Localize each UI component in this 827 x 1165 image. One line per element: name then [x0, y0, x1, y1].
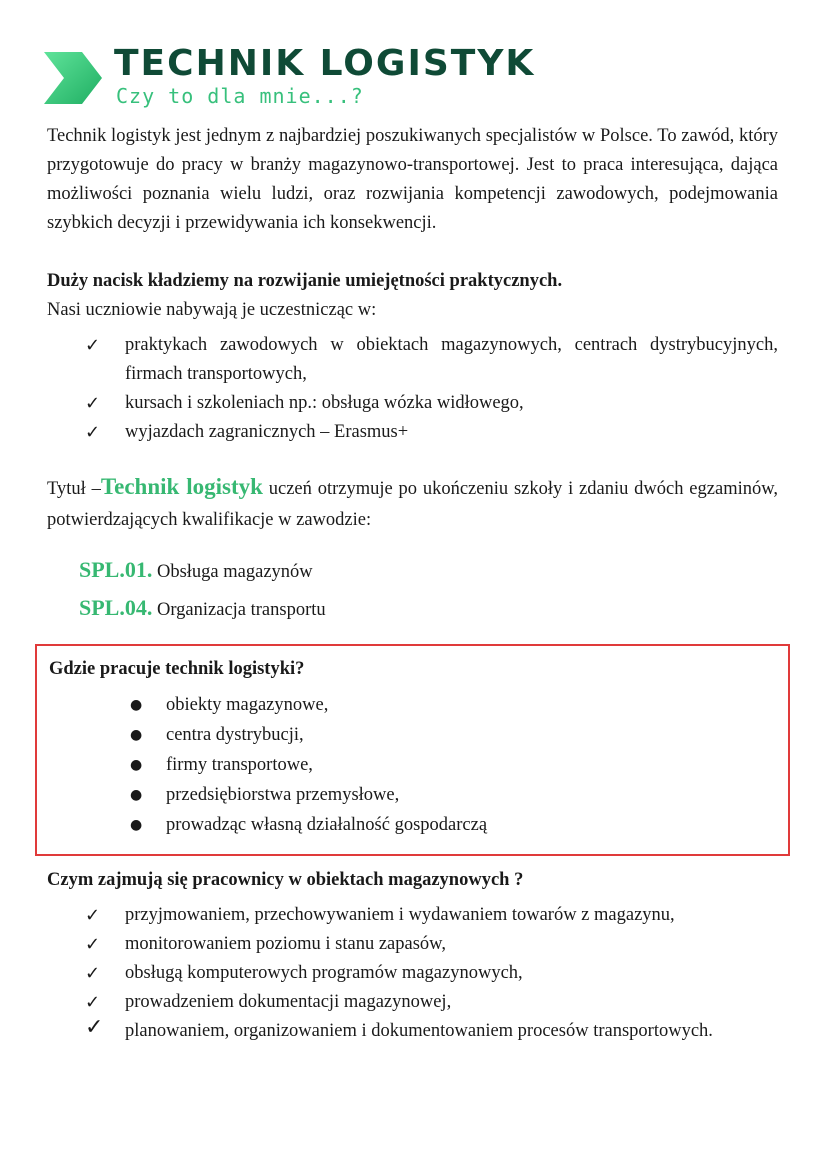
list-item: ✓ prowadzeniem dokumentacji magazynowej,	[47, 988, 778, 1017]
qualification-item: SPL.01. Obsługa magazynów	[79, 557, 313, 582]
bullet-icon: ●	[130, 757, 143, 773]
list-item: ● centra dystrybucji,	[49, 720, 776, 750]
practice-heading: Duży nacisk kładziemy na rozwijanie umiejętności praktycznych.	[47, 271, 563, 291]
checkmark-icon: ✓	[85, 1015, 104, 1040]
checkmark-icon: ✓	[85, 963, 101, 984]
list-item: ● firmy transportowe,	[49, 750, 776, 780]
workplaces-heading: Gdzie pracuje technik logistyki?	[49, 659, 305, 679]
page-subtitle: Czy to dla mnie...?	[116, 84, 364, 108]
checkmark-icon: ✓	[85, 422, 101, 443]
list-item: ✓ przyjmowaniem, przechowywaniem i wydawaniem towarów z magazynu,	[47, 901, 778, 930]
title-highlight: Technik logistyk	[100, 474, 263, 499]
bullet-icon: ●	[130, 787, 143, 803]
chevron-arrow-icon	[44, 50, 104, 106]
practice-list	[47, 331, 778, 447]
checkmark-icon: ✓	[85, 934, 101, 955]
duties-list	[47, 901, 778, 1046]
title-paragraph: Tytuł –Technik logistyk uczeń otrzymuje po ukończeniu szkoły i zdaniu dwóch egzaminów, potwierdzających kwalifikacje w zawodzie:	[47, 474, 779, 530]
bullet-icon: ●	[130, 817, 143, 833]
page-title: TECHNIK LOGISTYK	[114, 43, 536, 84]
list-item: ● prowadząc własną działalność gospodarczą	[49, 810, 776, 840]
list-item: ● przedsiębiorstwa przemysłowe,	[49, 780, 776, 810]
bullet-icon: ●	[130, 727, 143, 743]
list-item: ● obiekty magazynowe,	[49, 690, 776, 720]
duties-heading: Czym zajmują się pracownicy w obiektach magazynowych ?	[47, 870, 524, 890]
list-item: ✓ praktykach zawodowych w obiektach magazynowych, centrach dystrybucyjnych, firmach transportowych,	[47, 331, 778, 389]
intro-paragraph: Technik logistyk jest jednym z najbardziej poszukiwanych specjalistów w Polsce. To zawód, który przygotowuje do pracy w branży magazynowo-transportowej. Jest to praca interesująca, dająca możliwości poznania wielu ludzi, oraz rozwijania kompetencji zawodowych, podejmowania szybkich decyzji i przewidywania ich konsekwencji.	[47, 126, 778, 233]
practice-lead: Nasi uczniowie nabywają je uczestnicząc w:	[47, 300, 377, 320]
workplaces-box	[35, 644, 790, 856]
checkmark-icon: ✓	[85, 335, 101, 356]
list-item: ✓ planowaniem, organizowaniem i dokumentowaniem procesów transportowych.	[85, 1015, 713, 1041]
bullet-icon: ●	[130, 697, 143, 713]
list-item: ✓ monitorowaniem poziomu i stanu zapasów,	[47, 930, 778, 959]
checkmark-icon: ✓	[85, 393, 101, 414]
qualification-item: SPL.04. Organizacja transportu	[79, 595, 326, 620]
list-item: ✓ wyjazdach zagranicznych – Erasmus+	[47, 418, 778, 447]
qualifications-list	[47, 552, 778, 628]
workplaces-list	[49, 690, 776, 840]
checkmark-icon: ✓	[85, 905, 101, 926]
checkmark-icon: ✓	[85, 992, 101, 1013]
list-item: ✓ kursach i szkoleniach np.: obsługa wózka widłowego,	[47, 389, 778, 418]
list-item: ✓ obsługą komputerowych programów magazynowych,	[47, 959, 778, 988]
document-body	[47, 122, 778, 1046]
header	[44, 40, 644, 120]
